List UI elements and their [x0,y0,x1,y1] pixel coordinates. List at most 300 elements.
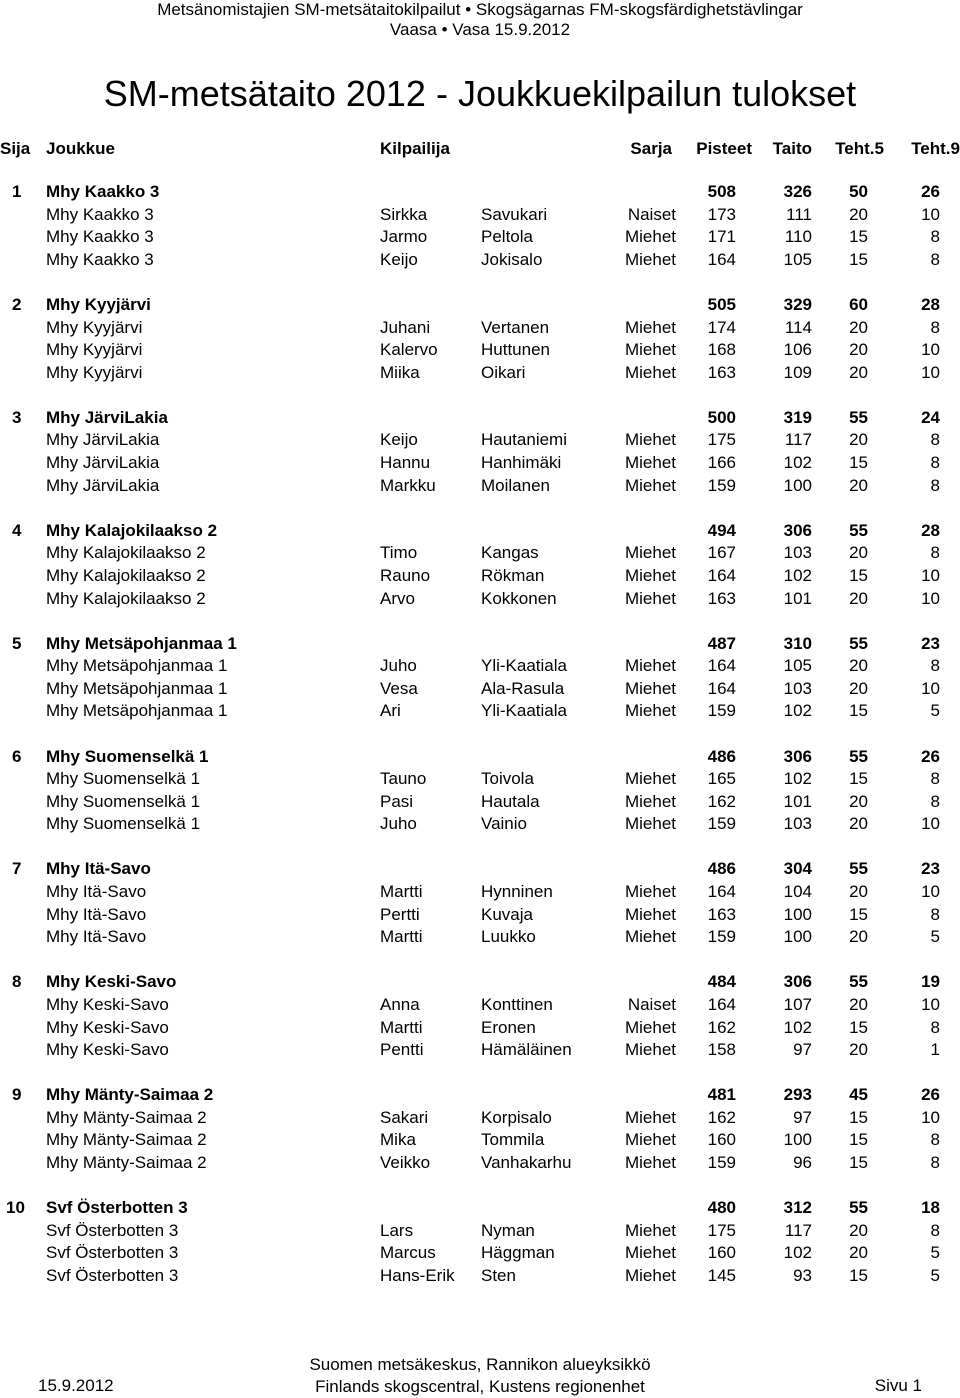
member-sarja: Naiset [627,204,676,224]
team-rank: 2 [12,294,22,314]
member-taito: 106 [783,340,812,360]
member-row [0,655,960,677]
team-pisteet: 508 [707,182,736,201]
team-taito: 293 [783,1085,812,1105]
member-sarja: Miehet [624,814,676,834]
member-last-name: Kangas [481,543,539,563]
team-teht5: 55 [849,859,868,879]
member-teht9: 10 [921,565,940,585]
member-teht5: 15 [849,1130,868,1150]
member-row [0,994,960,1016]
member-teht9: 8 [930,1153,940,1172]
member-team: Svf Österbotten 3 [46,1265,179,1285]
team-teht9: 28 [921,520,940,540]
team-row [0,294,960,316]
member-teht5: 15 [849,249,868,269]
member-row [0,317,960,339]
team-teht5: 50 [849,182,868,201]
member-pisteet: 164 [707,656,736,676]
team-name: Mhy Mänty-Saimaa 2 [46,1085,214,1105]
member-team: Mhy JärviLakia [46,430,160,450]
team-name: Mhy Kalajokilaakso 2 [46,520,218,540]
team-taito: 306 [783,520,812,540]
member-last-name: Kuvaja [481,904,533,924]
col-teht9: Teht.9 [911,139,960,158]
member-row [0,904,960,926]
team-pisteet: 484 [707,972,736,992]
member-team: Mhy Metsäpohjanmaa 1 [46,701,228,721]
team-teht9: 23 [921,633,940,653]
member-last-name: Häggman [481,1243,555,1263]
member-row [0,1017,960,1039]
member-team: Mhy Kaakko 3 [46,249,154,269]
member-last-name: Oikari [481,362,526,382]
member-last-name: Sten [481,1265,516,1285]
team-pisteet: 487 [707,633,736,653]
member-teht9: 10 [921,362,940,382]
member-row [0,1129,960,1151]
team-taito: 319 [783,407,812,427]
member-sarja: Miehet [624,769,676,789]
member-team: Mhy Mänty-Saimaa 2 [46,1153,207,1172]
member-first-name: Martti [380,882,423,901]
footer-org-sv: Finlands skogscentral, Kustens regionenhet [315,1377,645,1396]
member-teht5: 20 [849,678,868,698]
member-team: Mhy Metsäpohjanmaa 1 [46,678,228,698]
team-teht5: 55 [849,633,868,653]
footer-organization [270,1354,690,1398]
member-pisteet: 173 [707,204,736,224]
team-teht5: 55 [849,972,868,992]
member-taito: 102 [783,565,812,585]
member-last-name: Hautala [481,791,540,811]
team-taito: 306 [783,972,812,992]
member-teht5: 20 [849,362,868,382]
team-name: Mhy Suomenselkä 1 [46,746,209,766]
member-team: Mhy JärviLakia [46,453,160,472]
member-first-name: Pentti [380,1040,424,1060]
member-pisteet: 160 [707,1130,736,1150]
member-row [0,926,960,948]
member-row [0,565,960,587]
member-taito: 97 [793,1107,812,1127]
member-teht9: 8 [930,1130,940,1150]
member-teht9: 10 [921,588,940,608]
member-sarja: Miehet [624,882,676,901]
member-team: Mhy Metsäpohjanmaa 1 [46,656,228,676]
member-taito: 103 [783,678,812,698]
member-pisteet: 175 [707,430,736,450]
member-teht5: 20 [849,1040,868,1060]
member-pisteet: 164 [707,565,736,585]
team-name: Mhy Metsäpohjanmaa 1 [46,633,237,653]
col-joukkue: Joukkue [46,139,115,158]
member-row [0,813,960,835]
team-teht5: 55 [849,407,868,427]
member-teht9: 8 [930,317,940,337]
member-pisteet: 164 [707,249,736,269]
member-team: Mhy Suomenselkä 1 [46,769,201,789]
member-teht9: 10 [921,994,940,1014]
member-sarja: Miehet [624,565,676,585]
member-taito: 102 [783,453,812,472]
member-sarja: Miehet [624,430,676,450]
member-taito: 102 [783,1243,812,1263]
member-taito: 103 [783,543,812,563]
member-teht9: 8 [930,227,940,247]
member-teht5: 20 [849,317,868,337]
member-taito: 93 [793,1265,812,1285]
member-taito: 96 [793,1153,812,1172]
member-row [0,768,960,790]
member-last-name: Vertanen [481,317,550,337]
member-taito: 102 [783,701,812,721]
member-teht9: 5 [930,1243,940,1263]
member-first-name: Martti [380,927,423,947]
member-team: Mhy JärviLakia [46,475,160,495]
team-teht9: 19 [921,972,940,992]
member-teht9: 1 [930,1040,940,1060]
team-name: Mhy Kaakko 3 [46,182,160,201]
member-pisteet: 162 [707,1107,736,1127]
member-sarja: Miehet [624,475,676,495]
footer-date: 15.9.2012 [38,1376,114,1395]
member-pisteet: 162 [707,1017,736,1037]
team-row [0,1197,960,1219]
member-teht5: 15 [849,1153,868,1172]
member-teht5: 15 [849,904,868,924]
member-teht9: 10 [921,678,940,698]
member-last-name: Eronen [481,1017,536,1037]
member-row [0,678,960,700]
member-first-name: Juho [380,814,417,834]
team-taito: 312 [783,1198,812,1218]
member-team: Mhy Kalajokilaakso 2 [46,543,206,563]
team-pisteet: 480 [707,1198,736,1218]
team-pisteet: 505 [707,294,736,314]
member-sarja: Miehet [624,543,676,563]
member-teht5: 20 [849,1220,868,1240]
member-row [0,588,960,610]
member-sarja: Miehet [624,927,676,947]
team-pisteet: 481 [707,1085,736,1105]
team-teht9: 26 [921,182,940,201]
member-last-name: Yli-Kaatiala [481,701,567,721]
team-name: Mhy Itä-Savo [46,859,151,879]
member-teht5: 15 [849,1107,868,1127]
member-sarja: Miehet [624,362,676,382]
team-pisteet: 494 [707,520,736,540]
member-teht9: 8 [930,453,940,472]
member-teht9: 8 [930,543,940,563]
member-first-name: Rauno [380,565,431,585]
member-sarja: Miehet [624,1243,676,1263]
member-row [0,1039,960,1061]
member-team: Mhy Itä-Savo [46,927,147,947]
member-teht5: 20 [849,543,868,563]
member-teht9: 5 [930,701,940,721]
member-team: Mhy Mänty-Saimaa 2 [46,1130,207,1150]
member-first-name: Ari [380,701,401,721]
team-row [0,407,960,429]
member-sarja: Miehet [624,1017,676,1037]
member-teht9: 8 [930,430,940,450]
member-teht5: 20 [849,588,868,608]
member-taito: 111 [786,204,812,224]
member-team: Mhy Kaakko 3 [46,204,154,224]
member-taito: 103 [783,814,812,834]
member-taito: 97 [793,1040,812,1060]
team-teht9: 18 [921,1198,940,1218]
member-team: Mhy Keski-Savo [46,1017,169,1037]
member-teht5: 15 [849,227,868,247]
column-headers [0,138,960,160]
col-sarja: Sarja [630,139,672,158]
member-sarja: Miehet [624,1040,676,1060]
member-taito: 117 [784,1220,812,1240]
team-name: Mhy JärviLakia [46,407,168,427]
member-team: Mhy Kyyjärvi [46,317,143,337]
member-last-name: Toivola [481,769,534,789]
member-first-name: Juho [380,656,417,676]
member-last-name: Savukari [481,204,548,224]
member-taito: 100 [783,1130,812,1150]
member-pisteet: 165 [707,769,736,789]
member-last-name: Tommila [481,1130,545,1150]
team-teht9: 28 [921,294,940,314]
member-first-name: Martti [380,1017,423,1037]
member-teht9: 5 [930,927,940,947]
member-first-name: Arvo [380,588,415,608]
member-team: Mhy Kalajokilaakso 2 [46,565,206,585]
team-teht9: 26 [921,1085,940,1105]
member-team: Svf Österbotten 3 [46,1220,179,1240]
member-teht5: 15 [849,565,868,585]
team-rank: 5 [12,633,22,653]
member-last-name: Korpisalo [481,1107,552,1127]
member-pisteet: 163 [707,588,736,608]
team-taito: 310 [783,633,812,653]
member-pisteet: 163 [707,904,736,924]
member-last-name: Konttinen [481,994,553,1014]
team-teht5: 60 [849,294,868,314]
member-sarja: Miehet [624,678,676,698]
member-teht5: 15 [849,1017,868,1037]
member-row [0,429,960,451]
member-pisteet: 158 [707,1040,736,1060]
team-taito: 329 [783,294,812,314]
col-sija: Sija [0,139,31,158]
team-row [0,520,960,542]
team-row [0,971,960,993]
member-team: Mhy Kalajokilaakso 2 [46,588,206,608]
member-pisteet: 167 [707,543,736,563]
team-rank: 10 [6,1198,25,1218]
team-name: Svf Österbotten 3 [46,1198,188,1218]
member-sarja: Miehet [624,453,676,472]
member-last-name: Peltola [481,227,533,247]
member-teht5: 20 [849,340,868,360]
event-location-date: Vaasa • Vasa 15.9.2012 [389,20,571,39]
member-team: Mhy Kyyjärvi [46,362,143,382]
member-last-name: Rökman [481,565,545,585]
team-name: Mhy Kyyjärvi [46,294,151,314]
member-last-name: Nyman [481,1220,535,1240]
member-teht5: 20 [849,204,868,224]
member-row [0,475,960,497]
member-row [0,339,960,361]
member-last-name: Ala-Rasula [481,678,565,698]
member-teht5: 15 [849,701,868,721]
footer-org-fi: Suomen metsäkeskus, Rannikon alueyksikkö [309,1355,651,1374]
member-teht9: 8 [930,1220,940,1240]
member-row [0,791,960,813]
member-first-name: Kalervo [380,340,438,360]
member-last-name: Hautaniemi [481,430,567,450]
member-row [0,249,960,271]
member-teht9: 10 [921,340,940,360]
member-teht5: 20 [849,994,868,1014]
member-teht9: 10 [921,204,940,224]
member-sarja: Miehet [624,1153,676,1172]
member-teht5: 20 [849,430,868,450]
member-pisteet: 159 [707,475,736,495]
member-pisteet: 159 [707,927,736,947]
team-teht5: 55 [849,520,868,540]
member-taito: 100 [783,475,812,495]
member-team: Svf Österbotten 3 [46,1243,179,1263]
member-teht5: 20 [849,475,868,495]
member-row [0,226,960,248]
member-teht5: 20 [849,791,868,811]
member-first-name: Pasi [380,791,414,811]
member-pisteet: 163 [707,362,736,382]
member-sarja: Miehet [624,588,676,608]
member-teht9: 8 [930,791,940,811]
member-taito: 102 [783,1017,812,1037]
team-teht5: 45 [849,1085,868,1105]
member-first-name: Sirkka [380,204,428,224]
member-sarja: Miehet [624,791,676,811]
member-taito: 101 [783,791,812,811]
member-first-name: Timo [380,543,418,563]
team-teht9: 24 [921,407,940,427]
team-taito: 326 [783,182,812,201]
member-taito: 105 [783,656,812,676]
member-sarja: Miehet [624,317,676,337]
team-pisteet: 486 [707,859,736,879]
member-last-name: Jokisalo [481,249,543,269]
member-first-name: Markku [380,475,436,495]
member-taito: 114 [784,317,812,337]
member-teht5: 20 [849,656,868,676]
member-row [0,1220,960,1242]
team-row [0,633,960,655]
team-taito: 304 [783,859,812,879]
member-pisteet: 159 [707,701,736,721]
member-row [0,881,960,903]
member-last-name: Luukko [481,927,536,947]
member-last-name: Hanhimäki [481,453,562,472]
member-taito: 102 [783,769,812,789]
member-pisteet: 164 [707,994,736,1014]
member-taito: 100 [783,904,812,924]
member-first-name: Pertti [380,904,420,924]
member-teht9: 8 [930,656,940,676]
member-taito: 109 [783,362,812,382]
member-team: Mhy Suomenselkä 1 [46,814,201,834]
member-sarja: Miehet [624,1130,676,1150]
page-number: Sivu 1 [874,1376,922,1395]
member-last-name: Moilanen [481,475,550,495]
team-rank: 8 [12,972,22,992]
member-teht5: 20 [849,1243,868,1263]
member-row [0,204,960,226]
member-first-name: Miika [380,362,420,382]
team-teht5: 55 [849,1198,868,1218]
member-first-name: Sakari [380,1107,429,1127]
member-first-name: Hans-Erik [380,1265,455,1285]
member-pisteet: 174 [707,317,736,337]
member-row [0,452,960,474]
member-sarja: Miehet [624,904,676,924]
col-taito: Taito [772,139,812,158]
member-first-name: Anna [380,994,420,1014]
team-row [0,746,960,768]
member-sarja: Miehet [624,1107,676,1127]
member-pisteet: 160 [707,1243,736,1263]
team-name: Mhy Keski-Savo [46,972,177,992]
member-team: Mhy Mänty-Saimaa 2 [46,1107,207,1127]
member-last-name: Vainio [481,814,527,834]
member-sarja: Naiset [627,994,676,1014]
member-team: Mhy Suomenselkä 1 [46,791,201,811]
team-rank: 9 [12,1085,22,1105]
team-pisteet: 500 [707,407,736,427]
member-last-name: Hynninen [481,882,553,901]
member-teht9: 8 [930,249,940,269]
team-rank: 7 [12,859,22,879]
member-team: Mhy Keski-Savo [46,994,169,1014]
member-first-name: Veikko [380,1153,431,1172]
member-first-name: Lars [380,1220,414,1240]
member-teht5: 20 [849,814,868,834]
member-row [0,700,960,722]
team-rank: 4 [12,520,22,540]
member-teht5: 20 [849,927,868,947]
member-first-name: Tauno [380,769,427,789]
member-pisteet: 162 [707,791,736,811]
member-pisteet: 145 [707,1265,736,1285]
member-sarja: Miehet [624,340,676,360]
col-teht5: Teht.5 [835,139,884,158]
member-row [0,1265,960,1287]
member-sarja: Miehet [624,1220,676,1240]
member-sarja: Miehet [624,249,676,269]
member-pisteet: 166 [707,453,736,472]
team-pisteet: 486 [707,746,736,766]
member-taito: 105 [783,249,812,269]
team-teht9: 23 [921,859,940,879]
member-last-name: Hämäläinen [481,1040,572,1060]
member-teht5: 15 [849,769,868,789]
member-taito: 104 [783,882,812,901]
member-teht9: 8 [930,769,940,789]
member-team: Mhy Itä-Savo [46,904,147,924]
member-first-name: Juhani [380,317,431,337]
member-pisteet: 164 [707,882,736,901]
team-teht5: 55 [849,746,868,766]
